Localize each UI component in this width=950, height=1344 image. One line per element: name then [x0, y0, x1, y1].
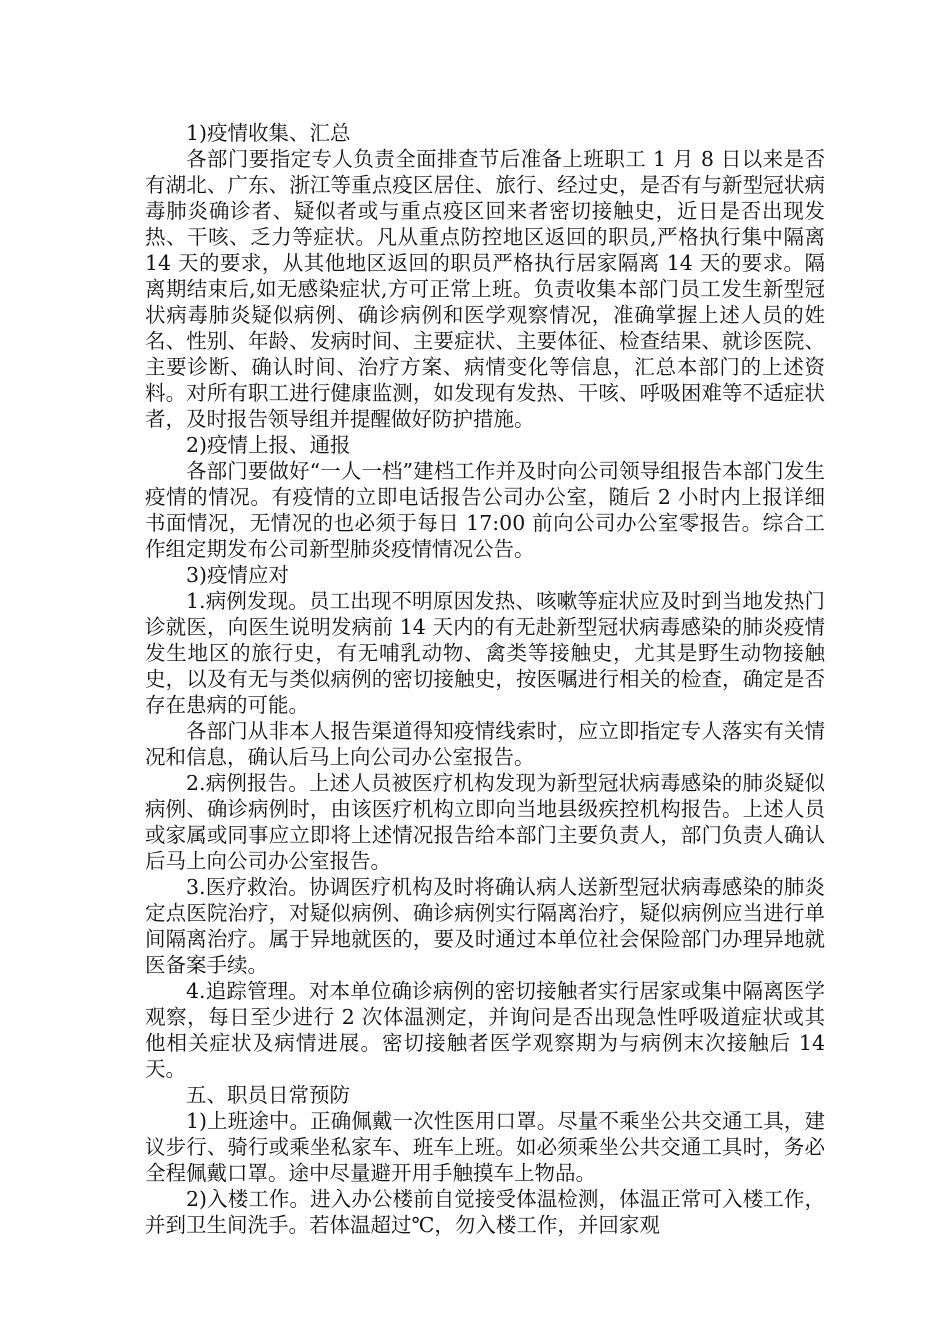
section-heading-2: 2)疫情上报、通报 — [186, 433, 351, 457]
paragraph-commute: 1)上班途中。正确佩戴一次性医用口罩。尽量不乘坐公共交通工具，建议步行、骑行或乘坐私家车、班车上班。如必须乘坐公共交通工具时，务必全程佩戴口罩。途中尽量避开用手触摸车上物品。 — [145, 1109, 825, 1185]
document-body — [145, 120, 825, 1238]
paragraph-tracking: 4.追踪管理。对本单位确诊病例的密切接触者实行居家或集中隔离医学观察，每日至少进行 2 次体温测定，并询问是否出现急性呼吸道症状或其他相关症状及病情进展。密切接触者医学观察期为与病例末次接触后 14 天。 — [145, 979, 825, 1081]
paragraph-treatment: 3.医疗救治。协调医疗机构及时将确认病人送新型冠状病毒感染的肺炎定点医院治疗，对疑似病例、确诊病例实行隔离治疗，疑似病例应当进行单间隔离治疗。属于异地就医的，要及时通过本单位社会保险部门办理异地就医备案手续。 — [145, 875, 825, 977]
paragraph-other-channels: 各部门从非本人报告渠道得知疫情线索时，应立即指定专人落实有关情况和信息，确认后马上向公司办公室报告。 — [145, 719, 825, 769]
section-heading-3: 3)疫情应对 — [186, 563, 290, 587]
paragraph-entering-building: 2)入楼工作。进入办公楼前自觉接受体温检测，体温正常可入楼工作，并到卫生间洗手。若体温超过℃，勿入楼工作，并回家观 — [145, 1187, 825, 1237]
section-heading-5: 五、职员日常预防 — [186, 1083, 350, 1107]
paragraph-case-report: 2.病例报告。上述人员被医疗机构发现为新型冠状病毒感染的肺炎疑似病例、确诊病例时，由该医疗机构立即向当地县级疾控机构报告。上述人员或家属或同事应立即将上述情况报告给本部门主要负责人，部门负责人确认后马上向公司办公室报告。 — [145, 771, 825, 873]
paragraph-reporting: 各部门要做好“一人一档”建档工作并及时向公司领导组报告本部门发生疫情的情况。有疫情的立即电话报告公司办公室，随后 2 小时内上报详细书面情况，无情况的也必须于每日 17:00 前向公司办公室零报告。综合工作组定期发布公司新型肺炎疫情情况公告。 — [145, 459, 825, 561]
paragraph-collection: 各部门要指定专人负责全面排查节后准备上班职工 1 月 8 日以来是否有湖北、广东、浙江等重点疫区居住、旅行、经过史，是否有与新型冠状病毒肺炎确诊者、疑似者或与重点疫区回来者密切接触史，近日是否出现发热、干咳、乏力等症状。凡从重点防控地区返回的职员,严格执行集中隔离 14 天的要求，从其他地区返回的职员严格执行居家隔离 14 天的要求。隔离期结束后,如无感染症状,方可正常上班。负责收集本部门员工发生新型冠状病毒肺炎疑似病例、确诊病例和医学观察情况，准确掌握上述人员的姓名、性别、年龄、发病时间、主要症状、主要体征、检查结果、就诊医院、主要诊断、确认时间、治疗方案、病情变化等信息，汇总本部门的上述资料。对所有职工进行健康监测，如发现有发热、干咳、呼吸困难等不适症状者，及时报告领导组并提醒做好防护措施。 — [145, 147, 825, 431]
paragraph-case-discovery: 1.病例发现。员工出现不明原因发热、咳嗽等症状应及时到当地发热门诊就医，向医生说明发病前 14 天内的有无赴新型冠状病毒感染的肺炎疫情发生地区的旅行史，有无哺乳动物、禽类等接触史，尤其是野生动物接触史，以及有无与类似病例的密切接触史，按医嘱进行相关的检查，确定是否存在患病的可能。 — [145, 589, 825, 717]
section-heading-1: 1)疫情收集、汇总 — [186, 121, 351, 145]
